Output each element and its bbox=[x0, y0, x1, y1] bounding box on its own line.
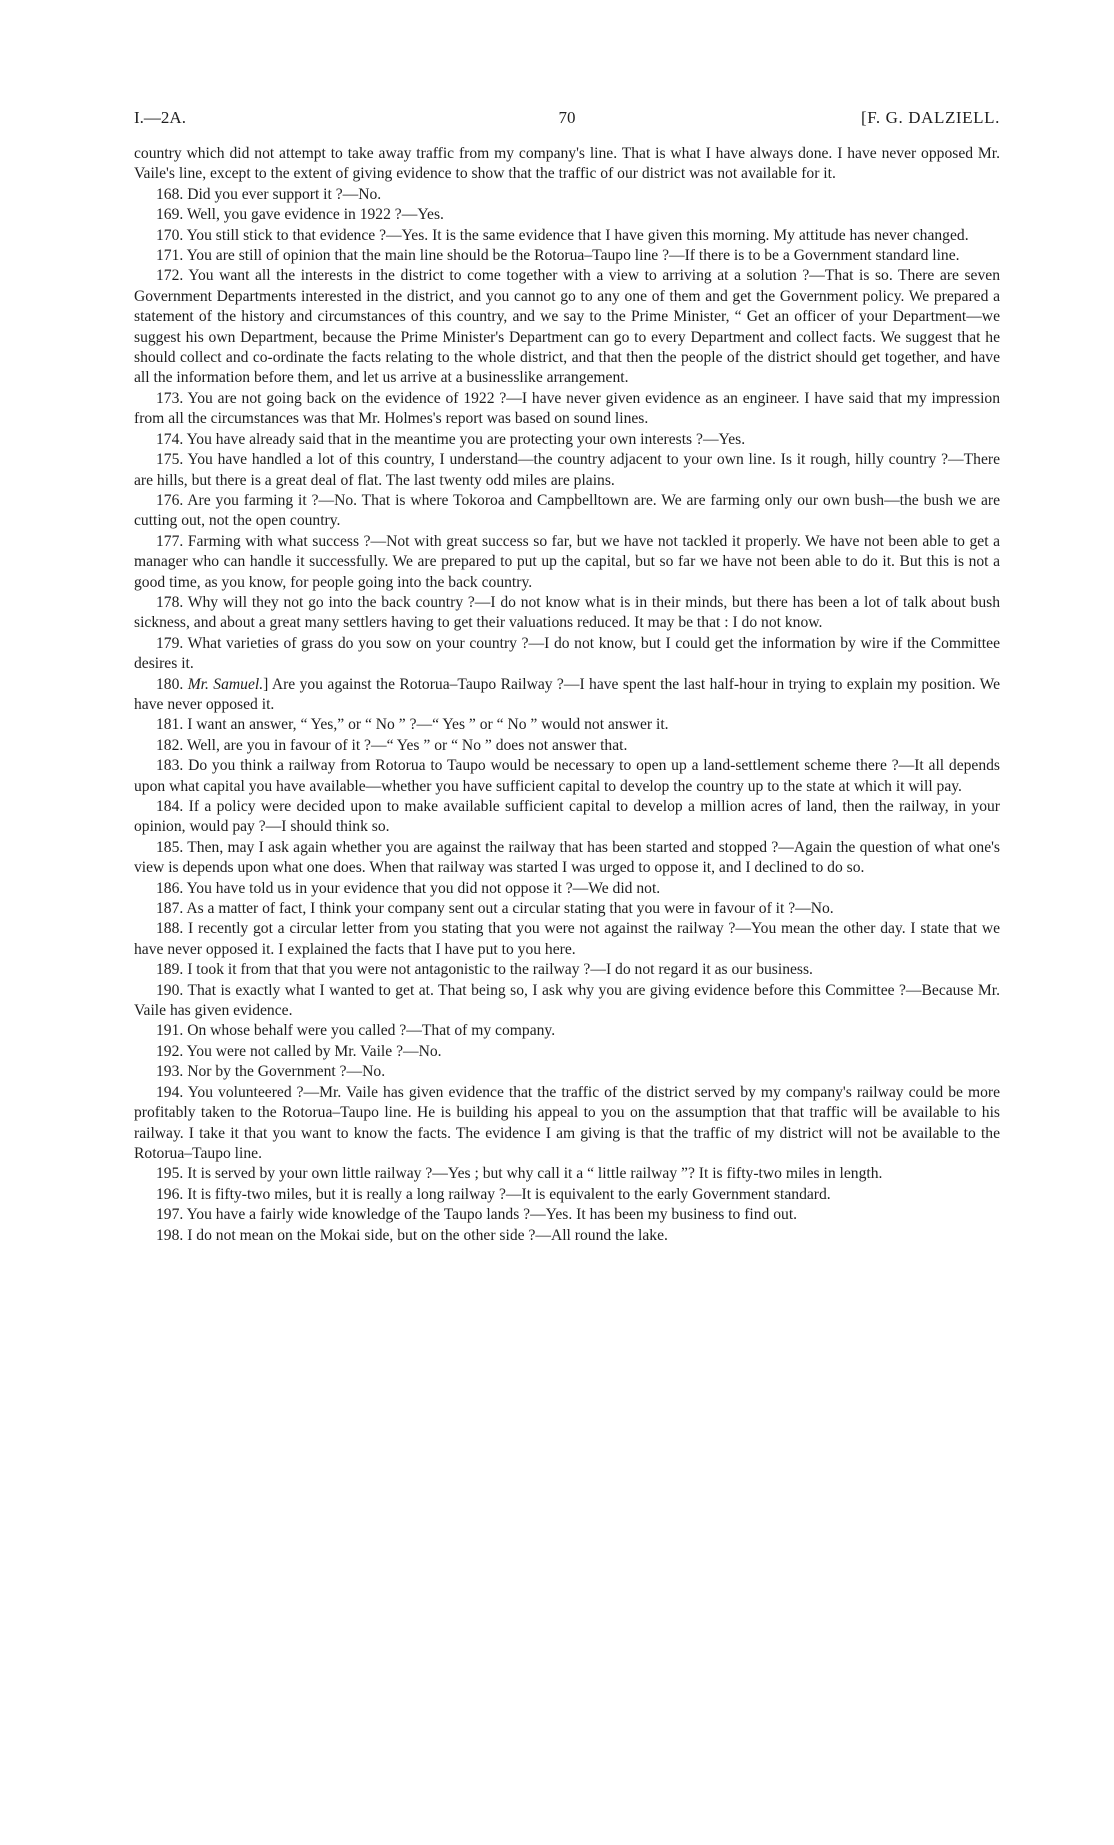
paragraph: 175. You have handled a lot of this country, I understand—the country adjacent to your own line. Is it rough, hilly country ?—There are hills, but there is a great deal of flat. The last twenty odd miles are plains. bbox=[134, 451, 1000, 489]
page-number: 70 bbox=[558, 108, 576, 127]
paragraph: 196. It is fifty-two miles, but it is really a long railway ?—It is equivalent to the early Government standard. bbox=[156, 1185, 831, 1203]
paragraph: 186. You have told us in your evidence that you did not oppose it ?—We did not. bbox=[156, 879, 661, 897]
paragraph: 169. Well, you gave evidence in 1922 ?—Yes. bbox=[156, 206, 444, 224]
paragraph: 172. You want all the interests in the district to come together with a view to arriving at a solution ?—That is so. There are seven Government Departments interested in the district, and you cannot go to any one of them and get the Government policy. We prepared a statement of the history and circumstances of this country, and we say to the Prime Minister, “ Get an officer of your Department—we suggest his own Department, because the Prime Minister's Department can go to every Department and collect facts. We suggest that he should collect and co-ordinate the facts relating to the whole district, and that then the people of the district should get together, and have all the information before them, and let us arrive at a businesslike arrangement. bbox=[134, 267, 1000, 387]
paragraph bbox=[134, 675, 1000, 716]
paragraph: 197. You have a fairly wide knowledge of the Taupo lands ?—Yes. It has been my business to find out. bbox=[156, 1206, 798, 1224]
document-page bbox=[134, 108, 1000, 1246]
page-header bbox=[134, 108, 1000, 144]
paragraph: 178. Why will they not go into the back country ?—I do not know what is in their minds, but there has been a lot of talk about bush sickness, and about a great many settlers having to get their valuations reduced. It may be that : I do not know. bbox=[134, 593, 1000, 632]
paragraph: 185. Then, may I ask again whether you are against the railway that has been started and stopped ?—Again the question of what one's view is depends upon what one does. When that railway was started I was urged to oppose it, and I declined to do so. bbox=[134, 838, 1000, 877]
witness-name: [F. G. DALZIELL. bbox=[860, 108, 1000, 127]
paragraph: 179. What varieties of grass do you sow on your country ?—I do not know, but I could get the information by wire if the Committee desires it. bbox=[134, 634, 1000, 673]
paragraph: 176. Are you farming it ?—No. That is where Tokoroa and Campbelltown are. We are farming only our own bush—the bush we are cutting out, not the open country. bbox=[134, 491, 1000, 530]
paragraph: 182. Well, are you in favour of it ?—“ Yes ” or “ No ” does not answer that. bbox=[156, 736, 628, 754]
paragraph: 170. You still stick to that evidence ?—Yes. It is the same evidence that I have given this morning. My attitude has never changed. bbox=[156, 226, 969, 244]
paragraph: 194. You volunteered ?—Mr. Vaile has given evidence that the traffic of the district served by my company's railway could be more profitably taken to the Rotorua–Taupo line. He is building his appeal to you on the assumption that that traffic will be available to his railway. I take it that you want to know the facts. The evidence I am giving is that the traffic of my district will not be available to the Rotorua–Taupo line. bbox=[134, 1083, 1000, 1162]
document-reference: I.—2A. bbox=[134, 108, 186, 127]
paragraph: 189. I took it from that that you were not antagonistic to the railway ?—I do not regard it as our business. bbox=[156, 961, 813, 979]
paragraph: 198. I do not mean on the Mokai side, but on the other side ?—All round the lake. bbox=[156, 1226, 668, 1244]
paragraph: 168. Did you ever support it ?—No. bbox=[156, 185, 382, 203]
paragraph: 190. That is exactly what I wanted to get at. That being so, I ask why you are giving evidence before this Committee ?—Because Mr. Vaile has given evidence. bbox=[134, 981, 1000, 1020]
paragraph: 173. You are not going back on the evidence of 1922 ?—I have never given evidence as an engineer. I have said that my impression from all the circumstances was that Mr. Holmes's report was based on sound lines. bbox=[134, 389, 1000, 428]
paragraph: 187. As a matter of fact, I think your company sent out a circular stating that you were in favour of it ?—No. bbox=[156, 900, 834, 918]
paragraph: 177. Farming with what success ?—Not with great success so far, but we have not tackled it properly. We have not been able to get a manager who can handle it successfully. We are prepared to put up the capital, but so far we have not been able to do it. But this is not a good time, as you know, for people going into the back country. bbox=[134, 532, 1000, 591]
paragraph: 192. You were not called by Mr. Vaile ?—No. bbox=[156, 1042, 442, 1060]
speaker-name: Mr. Samuel. bbox=[187, 675, 264, 693]
body-text bbox=[134, 144, 1000, 1246]
paragraph: 181. I want an answer, “ Yes,” or “ No ” ?—“ Yes ” or “ No ” would not answer it. bbox=[156, 716, 669, 734]
paragraph-text: ] Are you against the Rotorua–Taupo Railway ?—I have spent the last half-hour in trying to explain my position. We have never opposed it. bbox=[134, 675, 1001, 713]
paragraph: 183. Do you think a railway from Rotorua to Taupo would be necessary to open up a land-settlement scheme there ?—It all depends upon what capital you have available—whether you have sufficient capital to develop the country up to the state at which it will pay. bbox=[134, 757, 1000, 795]
paragraph: 184. If a policy were decided upon to make available sufficient capital to develop a million acres of land, then the railway, in your opinion, would pay ?—I should think so. bbox=[134, 798, 1000, 836]
paragraph: 171. You are still of opinion that the main line should be the Rotorua–Taupo line ?—If there is to be a Government standard line. bbox=[156, 247, 960, 265]
paragraph: 191. On whose behalf were you called ?—That of my company. bbox=[156, 1022, 556, 1040]
paragraph: 188. I recently got a circular letter from you stating that you were not against the railway ?—You mean the other day. I state that we have never opposed it. I explained the facts that I have put to you here. bbox=[134, 920, 1000, 958]
paragraph: 193. Nor by the Government ?—No. bbox=[156, 1063, 386, 1081]
paragraph: 174. You have already said that in the meantime you are protecting your own interests ?—Yes. bbox=[156, 430, 746, 448]
question-number: 180. bbox=[156, 675, 188, 693]
paragraph: country which did not attempt to take away traffic from my company's line. That is what I have always done. I have never opposed Mr. Vaile's line, except to the extent of giving evidence to show that the traffic of our district was not available for it. bbox=[134, 145, 1000, 183]
paragraph: 195. It is served by your own little railway ?—Yes ; but why call it a “ little railway ”? It is fifty-two miles in length. bbox=[156, 1165, 883, 1183]
